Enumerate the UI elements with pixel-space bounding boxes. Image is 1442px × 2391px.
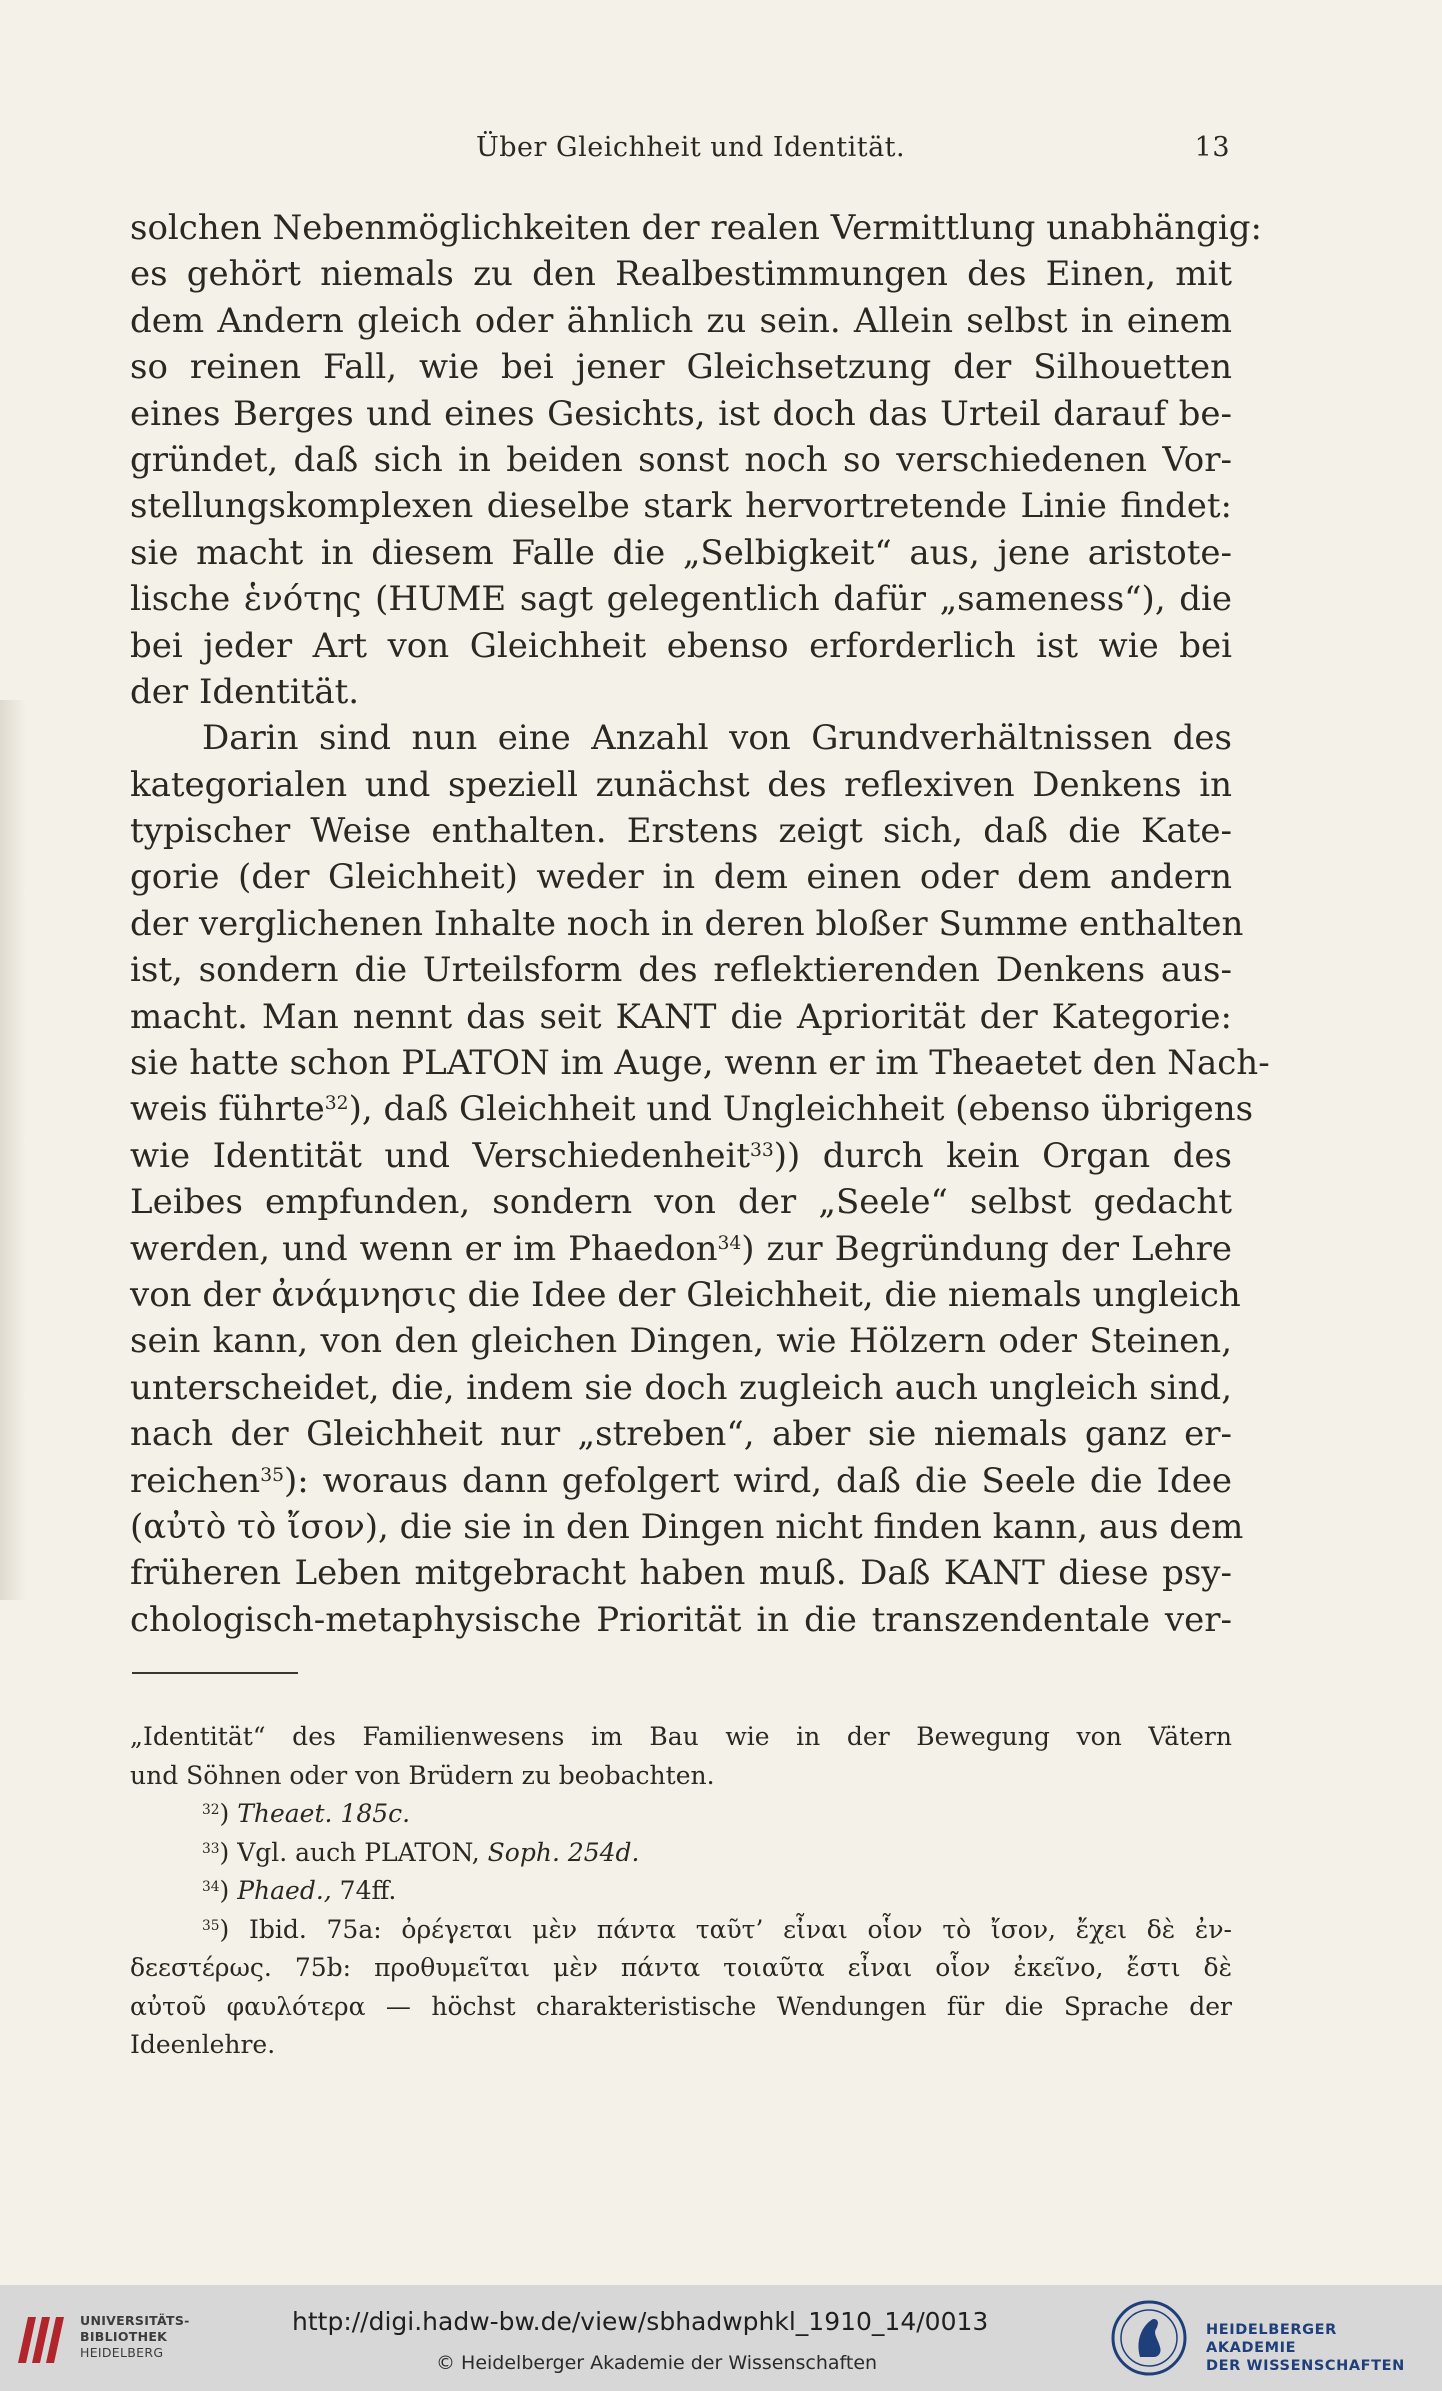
footnote-33: $^{33}$) Vgl. auch PLATON, Soph. 254d.	[202, 1837, 640, 1867]
library-logo-line: BIBLIOTHEK	[80, 2329, 168, 2344]
footnote-citation: Theaet. 185c.	[237, 1799, 411, 1828]
footnote-mark: 32	[202, 1801, 220, 1818]
footnote-34: $^{34}$) Phaed., 74ff.	[202, 1876, 397, 1905]
academy-logo-text	[1206, 2321, 1430, 2375]
text-line: macht. Man nennt das seit KANT die Apriorität der Kategorie:	[130, 996, 1232, 1037]
text-line	[130, 1133, 1232, 1179]
text-line: von der ἀνάμνησις die Idee der Gleichheit, die niemals ungleich	[130, 1274, 1241, 1315]
text-line-rest: )) durch kein Organ des	[773, 1135, 1232, 1176]
footnote-ref-34[interactable]: 34	[717, 1232, 742, 1254]
library-logo-line: HEIDELBERG	[80, 2345, 164, 2360]
text-line: sie macht in diesem Falle die „Selbigkeit“ aus, jene aristote-	[130, 532, 1232, 573]
copyright-notice: © Heidelberger Akademie der Wissenschaften	[436, 2352, 878, 2374]
library-logo-line: UNIVERSITÄTS-	[80, 2313, 190, 2328]
text-line: unterscheidet, die, indem sie doch zugleich auch ungleich sind,	[130, 1367, 1232, 1408]
text-line: Leibes empfunden, sondern von der „Seele“ selbst gedacht	[130, 1182, 1232, 1223]
footnote-citation: Phaed.,	[237, 1876, 332, 1905]
academy-logo-line: DER WISSENSCHAFTEN	[1206, 2358, 1405, 2374]
text-line: kategorialen und speziell zunächst des reflexiven Denkens in	[130, 764, 1232, 805]
footnote-text: Ibid. 75a: ὀρέγεται μὲν πάντα ταῦτ’ εἶναι οἷον τὸ ἴσον, ἔχει δὲ ἐν-	[248, 1914, 1232, 1944]
text-line: stellungskomplexen dieselbe stark hervortretende Linie findet:	[130, 486, 1232, 527]
text-line: typischer Weise enthalten. Erstens zeigt sich, daß die Kate-	[130, 811, 1232, 852]
page-edge-shadow	[0, 700, 26, 1600]
text-line: lische ἑνότης (HUME sagt gelegentlich dafür „sameness“), die	[130, 579, 1232, 620]
text-line: chologisch-metaphysische Priorität in die transzendentale ver-	[130, 1599, 1232, 1640]
text-line-start: reichen	[130, 1460, 261, 1501]
text-line: nach der Gleichheit nur „streben“, aber sie niemals ganz er-	[130, 1414, 1232, 1455]
university-library-logo[interactable]	[14, 2305, 190, 2375]
academy-logo-line: HEIDELBERGER AKADEMIE	[1206, 2322, 1337, 2356]
footnote-ref-35[interactable]: 35	[260, 1464, 284, 1486]
footnote-32: $^{32}$) Theaet. 185c.	[202, 1799, 411, 1828]
text-line: bei jeder Art von Gleichheit ebenso erforderlich ist wie bei	[130, 625, 1232, 666]
footnote-text: 74ff.	[331, 1876, 397, 1905]
text-line: ist, sondern die Urteilsform des reflektierenden Denkens aus-	[130, 950, 1232, 991]
running-head	[130, 132, 1230, 172]
library-logo-text	[80, 2313, 190, 2361]
footnote-rule	[132, 1672, 298, 1674]
footnote-mark: 35	[202, 1917, 220, 1934]
footnote-mark: 33	[202, 1840, 220, 1857]
text-line: sie hatte schon PLATON im Auge, wenn er im Theaetet den Nach-	[130, 1043, 1270, 1084]
text-line: (αὐτὸ τὸ ἴσον), die sie in den Dingen nicht finden kann, aus dem	[130, 1506, 1244, 1547]
text-line: solchen Nebenmöglichkeiten der realen Vermittlung unabhängig:	[130, 208, 1262, 248]
text-line: gorie (der Gleichheit) weder in dem einen oder dem andern	[130, 857, 1232, 898]
text-line: gründet, daß sich in beiden sonst noch so verschiedenen Vor-	[130, 439, 1232, 480]
page-number: 13	[1194, 132, 1230, 163]
text-line: Darin sind nun eine Anzahl von Grundverhältnissen des	[202, 718, 1232, 759]
text-line: eines Berges und eines Gesichts, ist doch das Urteil darauf be-	[130, 393, 1232, 434]
text-line-start: werden, und wenn er im Phaedon	[130, 1228, 718, 1269]
permalink-url[interactable]: http://digi.hadw-bw.de/view/sbhadwphkl_1910_14/0013	[292, 2307, 989, 2336]
text-line: früheren Leben mitgebracht haben muß. Daß KANT diese psy-	[130, 1553, 1232, 1594]
footnotes	[130, 1718, 1232, 2065]
footnote-35: $^{35}$) Ibid. 75a: ὀρέγεται μὲν πάντα ταῦτ’ εἶναι οἷον τὸ ἴσον, ἔχει δὲ ἐν-	[202, 1914, 1232, 1944]
text-line: sein kann, von den gleichen Dingen, wie Hölzern oder Steinen,	[130, 1321, 1232, 1362]
footnote-35-line: αὐτοῦ φαυλότερα — höchst charakteristische Wendungen für die Sprache der	[130, 1991, 1232, 2021]
footer-bar	[0, 2285, 1442, 2391]
text-line	[130, 1458, 1232, 1504]
footnote-mark: 34	[202, 1878, 220, 1895]
text-line: dem Andern gleich oder ähnlich zu sein. Allein selbst in einem	[130, 300, 1232, 341]
text-line	[130, 1226, 1232, 1272]
text-line-start: wie Identität und Verschiedenheit	[130, 1135, 750, 1176]
footnote-35-line: Ideenlehre.	[130, 2030, 276, 2059]
library-logo-icon	[14, 2311, 68, 2367]
footnote-text: Vgl. auch PLATON,	[237, 1837, 488, 1867]
text-line	[130, 1086, 1254, 1132]
footnote-continued-line: „Identität“ des Familienwesens im Bau wie in der Bewegung von Vätern	[130, 1722, 1232, 1751]
academy-logo[interactable]	[1110, 2295, 1430, 2381]
footnote-ref-33[interactable]: 33	[750, 1139, 774, 1161]
text-line-rest: ), daß Gleichheit und Ungleichheit (ebenso übrigens	[348, 1089, 1254, 1130]
footnote-citation: Soph. 254d.	[487, 1837, 640, 1867]
text-line: so reinen Fall, wie bei jener Gleichsetzung der Silhouetten	[130, 347, 1232, 388]
body-text	[130, 205, 1270, 1643]
footnote-35-line: δεεστέρως. 75b: προθυμεῖται μὲν πάντα τοιαῦτα εἶναι οἷον ἐκεῖνο, ἔστι δὲ	[130, 1953, 1232, 1982]
footnote-ref-32[interactable]: 32	[324, 1093, 349, 1115]
footnote-continued-line: und Söhnen oder von Brüdern zu beobachten.	[130, 1760, 715, 1790]
text-line-rest: ): woraus dann gefolgert wird, daß die Seele die Idee	[284, 1460, 1232, 1501]
academy-seal-icon	[1110, 2299, 1188, 2377]
text-line-start: weis führte	[130, 1089, 325, 1130]
text-line: der verglichenen Inhalte noch in deren bloßer Summe enthalten	[130, 903, 1244, 944]
text-line: es gehört niemals zu den Realbestimmungen des Einen, mit	[130, 254, 1232, 295]
text-line: der Identität.	[130, 671, 360, 712]
text-line-rest: ) zur Begründung der Lehre	[741, 1228, 1232, 1269]
running-head-title: Über Gleichheit und Identität.	[476, 132, 906, 163]
